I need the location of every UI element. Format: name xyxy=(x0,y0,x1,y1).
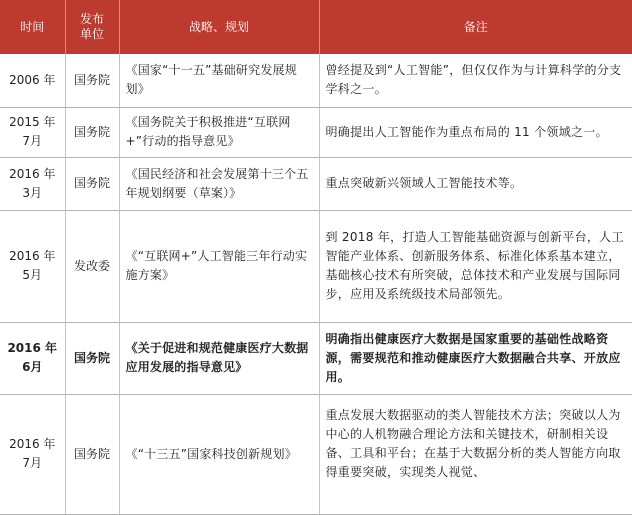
table-row xyxy=(0,54,632,107)
cell-unit: 国务院 xyxy=(65,394,119,514)
cell-unit: 发改委 xyxy=(65,210,119,322)
table-row xyxy=(0,107,632,157)
cell-note: 曾经提及到“人工智能”，但仅仅作为与计算科学的分支学科之一。 xyxy=(319,54,632,107)
cell-note: 明确提出人工智能作为重点布局的 11 个领域之一。 xyxy=(319,107,632,157)
cell-time: 2006 年 xyxy=(0,54,65,107)
table-row xyxy=(0,210,632,322)
cell-unit: 国务院 xyxy=(65,322,119,394)
cell-time: 2016 年 5月 xyxy=(0,210,65,322)
cell-plan: 《国务院关于积极推进“互联网+”行动的指导意见》 xyxy=(119,107,319,157)
cell-note: 重点突破新兴领域人工智能技术等。 xyxy=(319,157,632,210)
cell-note: 明确指出健康医疗大数据是国家重要的基础性战略资源，需要规范和推动健康医疗大数据融合共享、开放应用。 xyxy=(319,322,632,394)
cell-note xyxy=(319,394,632,514)
header-unit: 发布 单位 xyxy=(65,0,119,54)
cell-plan: 《“互联网+”人工智能三年行动实施方案》 xyxy=(119,210,319,322)
cell-plan: 《关于促进和规范健康医疗大数据应用发展的指导意见》 xyxy=(119,322,319,394)
header-time: 时间 xyxy=(0,0,65,54)
cell-plan: 《国民经济和社会发展第十三个五年规划纲要（草案）》 xyxy=(119,157,319,210)
header-plan: 战略、规划 xyxy=(119,0,319,54)
table-row xyxy=(0,394,632,514)
cell-unit: 国务院 xyxy=(65,157,119,210)
table-row xyxy=(0,322,632,394)
cell-note-text: 重点发展大数据驱动的类人智能技术方法；突破以人为中心的人机物融合理论方法和关键技术，研制相关设备、工具和平台；在基于大数据分析的类人智能方向取得重要突破，实现类人视觉、 xyxy=(325,408,621,479)
cell-unit: 国务院 xyxy=(65,107,119,157)
cell-unit: 国务院 xyxy=(65,54,119,107)
cell-note: 到 2018 年，打造人工智能基础资源与创新平台，人工智能产业体系、创新服务体系、标准化体系基本建立，基础核心技术有所突破，总体技术和产业发展与国际同步，应用及系统级技术局部领先。 xyxy=(319,210,632,322)
table-header-row xyxy=(0,0,632,54)
header-note: 备注 xyxy=(319,0,632,54)
cell-time: 2016 年 6月 xyxy=(0,322,65,394)
cell-plan: 《国家“十一五”基础研究发展规划》 xyxy=(119,54,319,107)
cell-time: 2016 年 7月 xyxy=(0,394,65,514)
cell-time: 2015 年 7月 xyxy=(0,107,65,157)
table-row xyxy=(0,157,632,210)
cell-time: 2016 年 3月 xyxy=(0,157,65,210)
cell-plan: 《“十三五”国家科技创新规划》 xyxy=(119,394,319,514)
